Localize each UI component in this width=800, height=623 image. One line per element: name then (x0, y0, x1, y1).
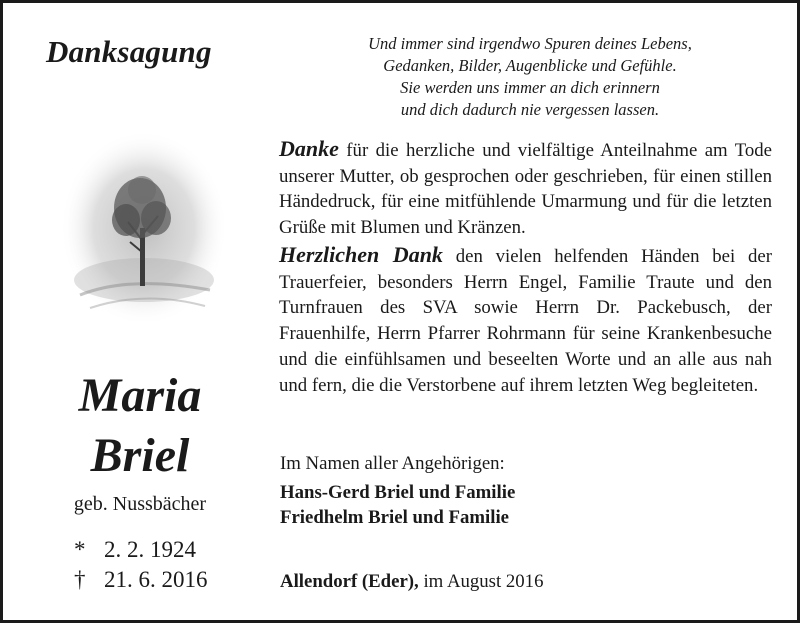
signature-name: Friedhelm Briel und Familie (280, 507, 510, 528)
heartfelt-thanks-text: den vielen helfenden Händen bei der Trauerfeier, besonders Herrn Engel, Familie Traute und den Turnfrauen des SVA sowie Herrn Dr. Packebusch, der Frauenhilfe, Herrn Pfarrer Rohrmann für seine Krankenbesuche und die einfühlsamen und beseelten Worte und an alle aus nah und fern, die die Verstorbene auf ihrem letzten Weg begleiteten. (279, 246, 772, 396)
motto-line: und dich dadurch nie vergessen lassen. (400, 100, 660, 119)
place-and-date (280, 571, 543, 593)
motto-line: Gedanken, Bilder, Augenblicke und Gefühle. (383, 56, 677, 75)
motto-verse (300, 33, 760, 121)
notice-heading: Danksagung (46, 34, 212, 69)
thanks-lead: Danke (279, 136, 339, 161)
thanks-paragraph (279, 136, 772, 241)
birth-date-line (74, 537, 196, 563)
heartfelt-thanks-paragraph (279, 242, 772, 398)
deceased-birth-name: geb. Nussbächer (73, 493, 207, 515)
deceased-first-name: Maria (78, 369, 202, 422)
motto-line: Sie werden uns immer an dich erinnern (400, 78, 660, 97)
signature-intro: Im Namen aller Angehörigen: (280, 453, 505, 474)
thanks-text: für die herzliche und vielfältige Anteilnahme am Tode unserer Mutter, ob gesprochen oder geschrieben, für einen stillen Händedruck, für eine mitfühlende Umarmung und für die letzten Grüße mit Blumen und Kränzen. (279, 140, 772, 239)
tree-landscape-image (60, 130, 228, 326)
birth-date: 2. 2. 1924 (104, 537, 196, 562)
death-cross-icon: † (74, 567, 86, 592)
death-date-line (74, 567, 208, 593)
signature-name: Hans-Gerd Briel und Familie (280, 482, 516, 503)
deceased-last-name: Briel (90, 429, 190, 482)
heartfelt-thanks-lead: Herzlichen Dank (279, 242, 443, 267)
motto-line: Und immer sind irgendwo Spuren deines Lebens, (368, 34, 692, 53)
date: im August 2016 (418, 571, 544, 592)
birth-star-icon: * (74, 537, 86, 562)
place: Allendorf (Eder), (280, 571, 419, 592)
death-date: 21. 6. 2016 (104, 567, 208, 592)
